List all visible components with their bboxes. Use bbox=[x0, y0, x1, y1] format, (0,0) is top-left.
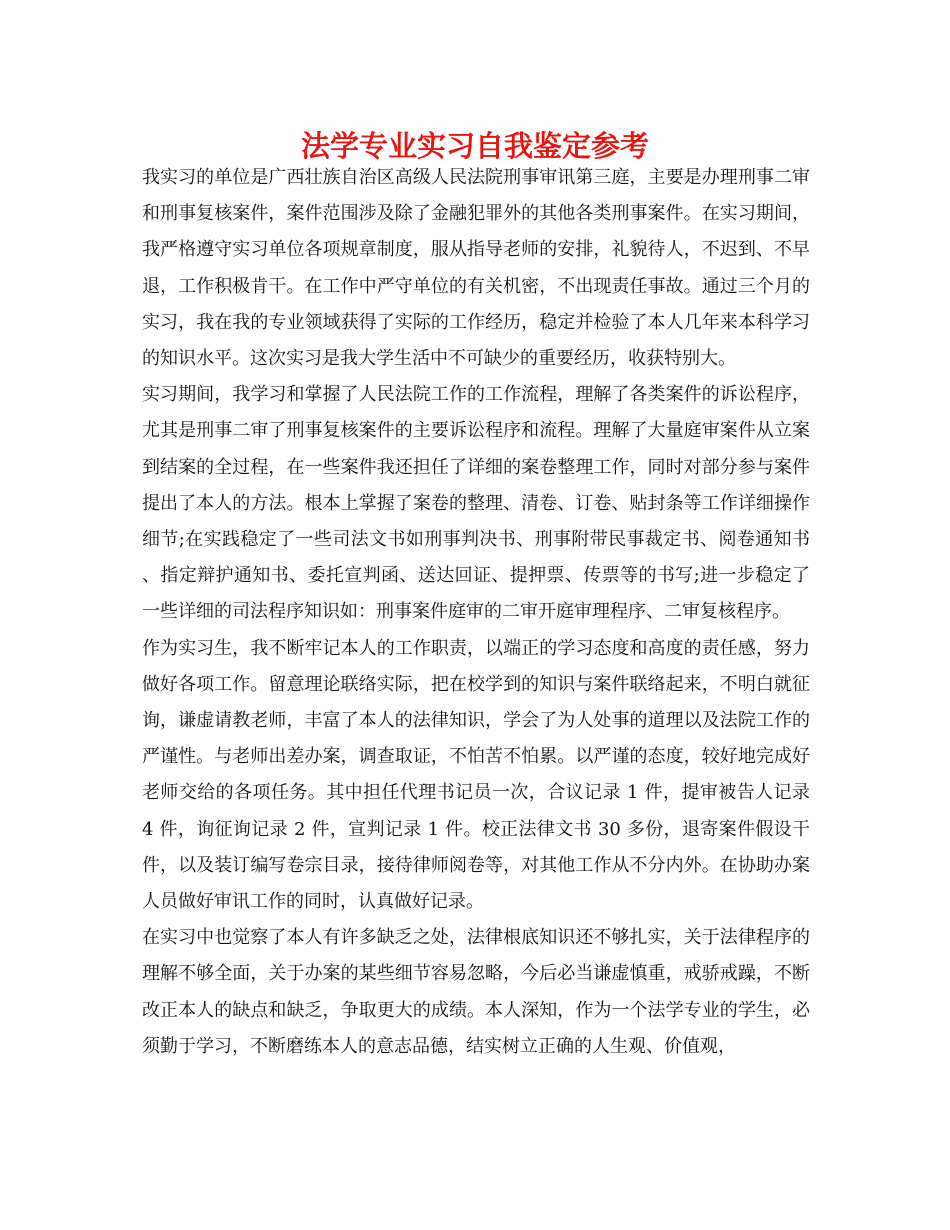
paragraph-internship-unit: 我实习的单位是广西壮族自治区高级人民法院刑事审讯第三庭，主要是办理刑事二审和刑事复核案件，案件范围涉及除了金融犯罪外的其他各类刑事案件。在实习期间，我严格遵守实习单位各项规章制度，服从指导老师的安排，礼貌待人，不迟到、不早退，工作积极肯干。在工作中严守单位的有关机密，不出现责任事故。通过三个月的实习，我在我的专业领域获得了实际的工作经历，稳定并检验了本人几年来本科学习的知识水平。这次实习是我大学生活中不可缺少的重要经历，收获特别大。 bbox=[142, 167, 810, 370]
paragraph-intern-duties: 作为实习生，我不断牢记本人的工作职责，以端正的学习态度和高度的责任感，努力做好各项工作。留意理论联络实际，把在校学到的知识与案件联络起来，不明白就征询，谦虚请教老师，丰富了本人的法律知识，学会了为人处事的道理以及法院工作的严谨性。与老师出差办案，调查取证，不怕苦不怕累。以严谨的态度，较好地完成好老师交给的各项任务。其中担任代理书记员一次，合议记录 1 件，提审被告人记录 4 件，询征询记录 2 件，宣判记录 1 件。校正法律文书 30 多份，退寄案件假设干件，以及装订编写卷宗目录，接待律师阅卷等，对其他工作从不分内外。在协助办案人员做好审讯工作的同时，认真做好记录。 bbox=[142, 637, 810, 913]
paragraph-learning-procedures: 实习期间，我学习和掌握了人民法院工作的工作流程，理解了各类案件的诉讼程序，尤其是刑事二审了刑事复核案件的主要诉讼程序和流程。理解了大量庭审案件从立案到结案的全过程，在一些案件我还担任了详细的案卷整理工作，同时对部分参与案件提出了本人的方法。根本上掌握了案卷的整理、清卷、订卷、贴封条等工作详细操作细节;在实践稳定了一些司法文书如刑事判决书、刑事附带民事裁定书、阅卷通知书、指定辩护通知书、委托宣判函、送达回证、提押票、传票等的书写;进一步稳定了一些详细的司法程序知识如：刑事案件庭审的二审开庭审理程序、二审复核程序。 bbox=[142, 384, 810, 623]
document-body bbox=[142, 160, 810, 1065]
paragraph-shortcomings: 在实习中也觉察了本人有许多缺乏之处，法律根底知识还不够扎实，关于法律程序的理解不够全面，关于办案的某些细节容易忽略，今后必当谦虚慎重，戒骄戒躁，不断改正本人的缺点和缺乏，争取更大的成绩。本人深知，作为一个法学专业的学生，必须勤于学习，不断磨练本人的意志品德，结实树立正确的人生观、价值观， bbox=[142, 927, 810, 1057]
document-title: 法学专业实习自我鉴定参考 bbox=[300, 129, 649, 163]
